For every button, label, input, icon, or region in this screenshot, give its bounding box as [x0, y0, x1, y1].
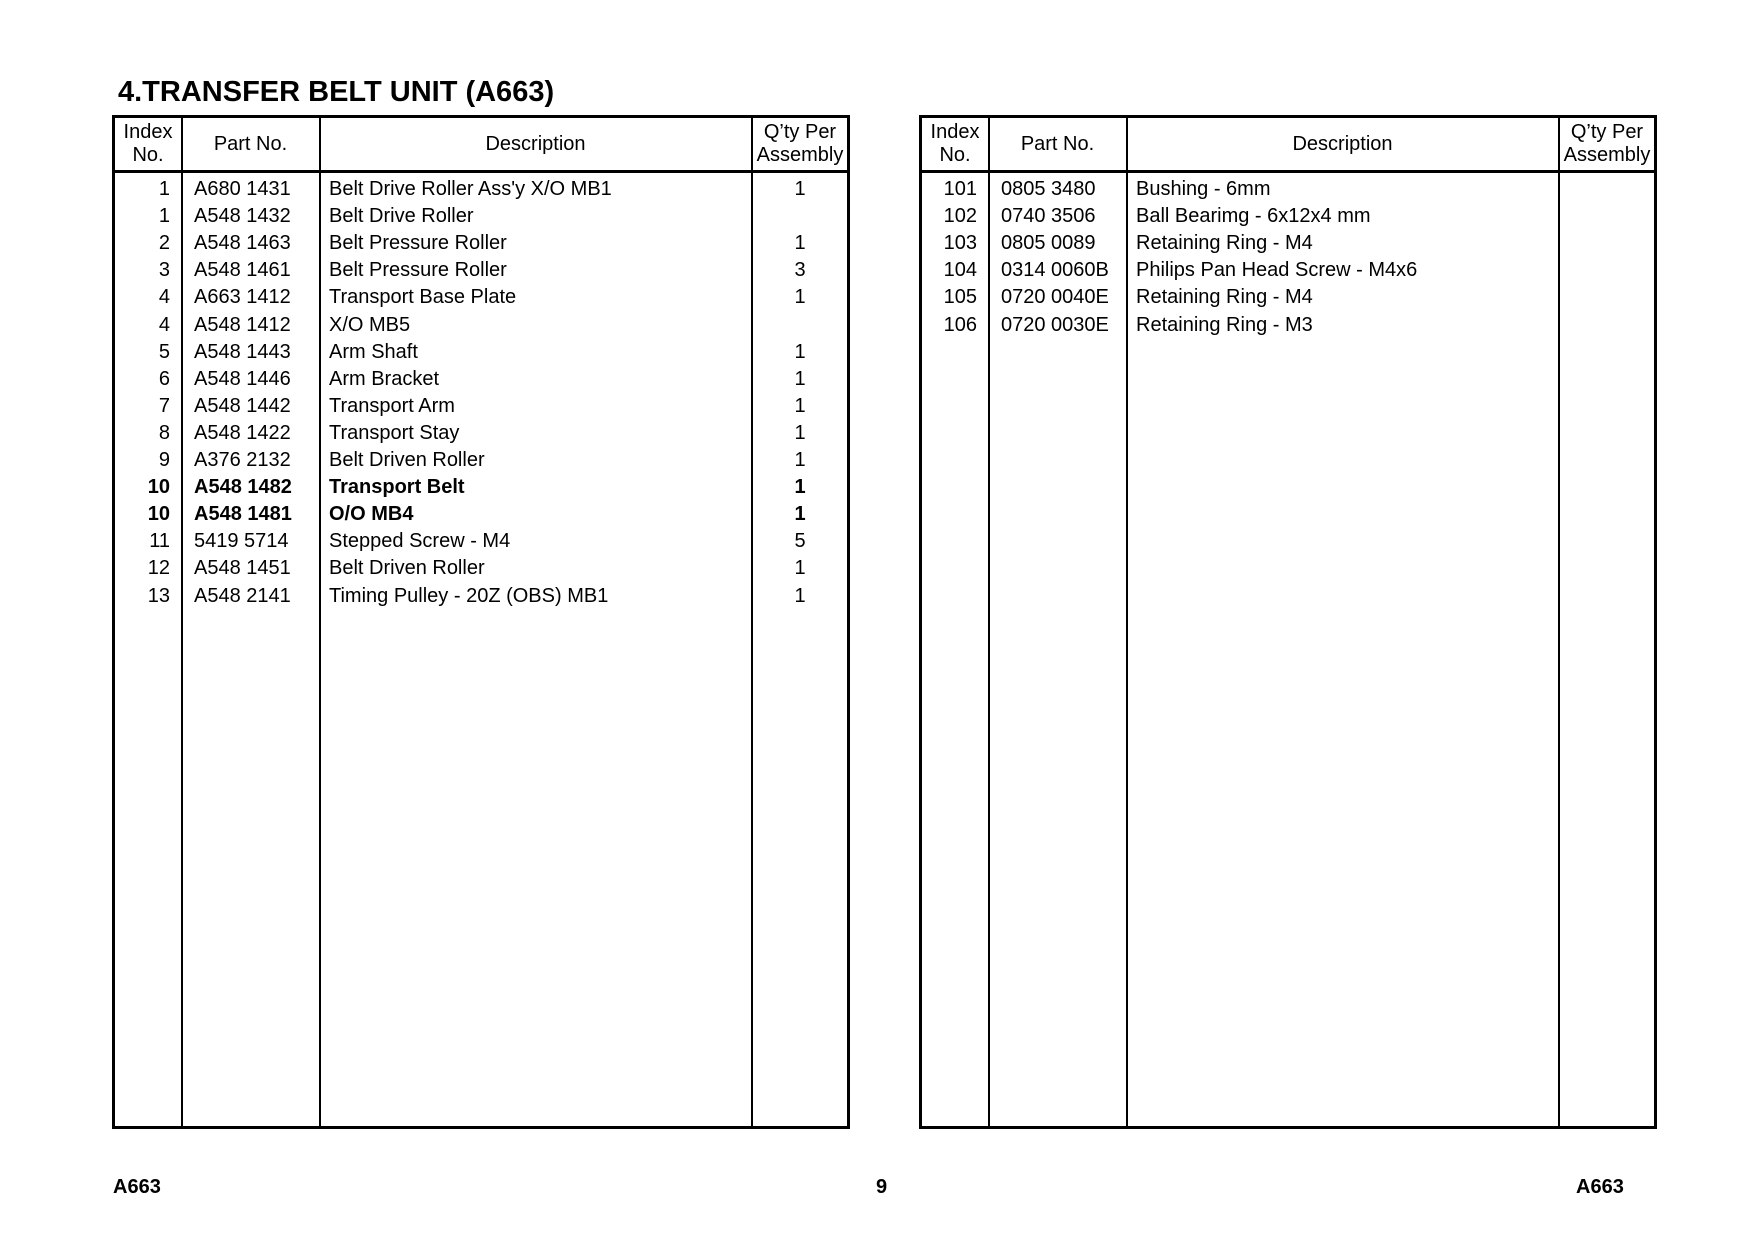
description-cell: Belt Pressure Roller	[329, 259, 507, 282]
description-cell: Retaining Ring - M4	[1136, 232, 1313, 255]
qty-cell: 1	[794, 449, 806, 471]
index-cell: 105	[943, 286, 977, 309]
description-cell: Transport Stay	[329, 421, 460, 444]
qty-cell: 1	[794, 421, 806, 444]
header-index: Index No.	[930, 121, 980, 166]
description-cell: Transport Arm	[329, 394, 455, 417]
table-row	[115, 583, 847, 610]
table-row	[115, 339, 847, 366]
index-cell: 9	[158, 449, 170, 471]
qty-cell: 3	[794, 259, 806, 282]
qty-cell: 1	[794, 232, 806, 255]
header-part-no: Part No.	[1020, 132, 1095, 155]
part-no-cell: A680 1431	[194, 178, 291, 200]
qty-cell: 1	[794, 557, 806, 580]
table-row	[115, 420, 847, 447]
index-cell: 10	[147, 503, 170, 526]
description-cell: Belt Driven Roller	[329, 557, 485, 580]
qty-cell: 1	[794, 394, 806, 417]
part-no-cell: A548 1463	[194, 232, 291, 255]
header-part-no: Part No.	[213, 132, 288, 155]
part-no-cell: 0740 3506	[1001, 205, 1096, 228]
parts-table-left	[112, 115, 850, 1129]
part-no-cell: A548 1443	[194, 340, 291, 363]
description-cell: Belt Drive Roller	[329, 205, 474, 228]
header-divider	[922, 170, 1654, 173]
description-cell: Arm Bracket	[329, 367, 440, 390]
part-no-cell: A548 1422	[194, 421, 291, 444]
parts-table-right	[919, 115, 1657, 1129]
table-row	[922, 257, 1654, 284]
table-row	[115, 203, 847, 230]
page-title: 4.TRANSFER BELT UNIT (A663)	[118, 76, 555, 108]
table-row	[115, 393, 847, 420]
qty-cell: 1	[794, 503, 806, 526]
part-no-cell: 0720 0030E	[1001, 313, 1109, 336]
table-row	[115, 312, 847, 339]
table-row	[922, 284, 1654, 311]
part-no-cell: A548 1442	[194, 394, 291, 417]
qty-cell: 1	[794, 476, 806, 499]
description-cell: Retaining Ring - M4	[1136, 286, 1313, 309]
description-cell: Stepped Screw - M4	[329, 530, 511, 553]
index-cell: 102	[943, 205, 977, 228]
index-cell: 103	[943, 232, 977, 255]
index-cell: 6	[158, 367, 170, 390]
qty-cell: 1	[794, 286, 806, 309]
index-cell: 7	[158, 394, 170, 417]
part-no-cell: 0720 0040E	[1001, 286, 1109, 309]
index-cell: 3	[158, 259, 170, 282]
header-index: Index No.	[123, 121, 173, 166]
index-cell: 4	[158, 286, 170, 309]
qty-cell: 1	[794, 584, 806, 607]
description-cell: O/O MB4	[329, 503, 414, 526]
part-no-cell: 5419 5714	[194, 530, 289, 553]
part-no-cell: 0805 3480	[1001, 178, 1096, 200]
header-qty: Q’ty Per Assembly	[1563, 121, 1651, 166]
index-cell: 5	[158, 340, 170, 363]
part-no-cell: A548 1451	[194, 557, 291, 580]
table-row	[115, 257, 847, 284]
table-row	[115, 176, 847, 203]
table-row	[115, 366, 847, 393]
description-cell: Transport Base Plate	[329, 286, 517, 309]
part-no-cell: A548 1446	[194, 367, 291, 390]
index-cell: 11	[149, 530, 170, 553]
part-no-cell: 0805 0089	[1001, 232, 1096, 255]
part-no-cell: A548 1481	[194, 503, 292, 526]
footer-model-right: A663	[1576, 1176, 1624, 1198]
part-no-cell: A548 1482	[194, 476, 292, 499]
index-cell: 13	[147, 584, 170, 607]
table-row	[922, 203, 1654, 230]
index-cell: 2	[158, 232, 170, 255]
description-cell: Bushing - 6mm	[1136, 178, 1271, 200]
table-row	[115, 447, 847, 474]
index-cell: 10	[147, 476, 170, 499]
description-cell: X/O MB5	[329, 313, 411, 336]
header-description: Description	[1292, 132, 1393, 155]
qty-cell: 1	[794, 178, 806, 200]
header-divider	[115, 170, 847, 173]
header-qty: Q’ty Per Assembly	[756, 121, 844, 166]
index-cell: 1	[158, 205, 170, 228]
part-no-cell: A548 2141	[194, 584, 291, 607]
description-cell: Timing Pulley - 20Z (OBS) MB1	[329, 584, 609, 607]
page-number: 9	[876, 1176, 888, 1198]
index-cell: 8	[158, 421, 170, 444]
description-cell: Arm Shaft	[329, 340, 418, 363]
description-cell: Ball Bearimg - 6x12x4 mm	[1136, 205, 1371, 228]
part-no-cell: A548 1412	[194, 313, 291, 336]
table-row	[115, 284, 847, 311]
part-no-cell: A376 2132	[194, 449, 291, 471]
index-cell: 101	[943, 178, 977, 200]
part-no-cell: A663 1412	[194, 286, 291, 309]
index-cell: 12	[147, 557, 170, 580]
table-row	[922, 312, 1654, 339]
table-row	[115, 230, 847, 257]
description-cell: Belt Pressure Roller	[329, 232, 507, 255]
description-cell: Transport Belt	[329, 476, 465, 499]
table-row	[115, 474, 847, 501]
footer-model-left: A663	[113, 1176, 161, 1198]
table-row	[115, 555, 847, 582]
table-row	[922, 230, 1654, 257]
part-no-cell: A548 1432	[194, 205, 291, 228]
table-row	[115, 528, 847, 555]
part-no-cell: 0314 0060B	[1001, 259, 1109, 282]
description-cell: Retaining Ring - M3	[1136, 313, 1313, 336]
qty-cell: 1	[794, 340, 806, 363]
qty-cell: 1	[794, 367, 806, 390]
description-cell: Philips Pan Head Screw - M4x6	[1136, 259, 1418, 282]
index-cell: 4	[158, 313, 170, 336]
table-row	[922, 176, 1654, 203]
index-cell: 106	[943, 313, 977, 336]
description-cell: Belt Drive Roller Ass'y X/O MB1	[329, 178, 612, 200]
qty-cell: 5	[794, 530, 806, 553]
table-row	[115, 501, 847, 528]
part-no-cell: A548 1461	[194, 259, 291, 282]
index-cell: 104	[943, 259, 977, 282]
index-cell: 1	[158, 178, 170, 200]
description-cell: Belt Driven Roller	[329, 449, 485, 471]
header-description: Description	[485, 132, 586, 155]
